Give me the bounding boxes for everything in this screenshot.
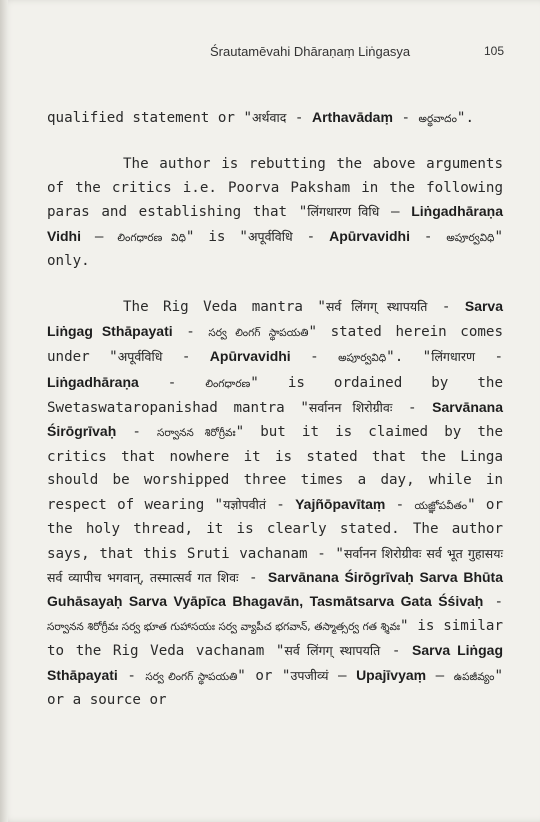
devanagari-term: उपजीव्यं (290, 667, 329, 683)
transliteration: Liṅgadhāraṇa Vidhi (47, 203, 503, 244)
text-run: " is " (185, 228, 248, 245)
telugu-term: అర్థవాదం (418, 113, 457, 125)
running-title: Śrautamēvahi Dhāraṇaṃ Liṅgasya (210, 44, 411, 59)
telugu-term: అపూర్వవిధి (446, 231, 495, 244)
paragraph-1 (47, 106, 503, 131)
telugu-term: లింగధారణ (205, 377, 251, 390)
text-run: - (238, 569, 268, 586)
transliteration: Upajīvyaṃ (356, 666, 427, 683)
text-run: " or " (237, 667, 291, 684)
text-run: ". " (386, 349, 432, 366)
page-number: 105 (484, 44, 505, 58)
text-run: - (162, 349, 210, 366)
text-run: - (483, 594, 504, 611)
text-run: - (475, 349, 504, 366)
text-run: - (265, 496, 296, 513)
text-run: - (172, 323, 209, 340)
text-run: " or the holy thread, it is clearly stated. The author says, that this Sruti vachanam - " (47, 496, 503, 562)
telugu-term: అపూర్వవిధి (338, 352, 387, 365)
text-run: ". (456, 110, 475, 126)
text-run: – (379, 204, 412, 221)
telugu-verse: సర్వానన శిరోగ్రీవః సర్వ భూత గుహాసయః సర్వ వ్యాపీచ భగవాన్, తస్మాత్సర్వ గత శ్శివః (47, 620, 401, 633)
paragraph-2 (47, 153, 503, 273)
text-run: " is similar to the Rig Veda vachanam " (47, 617, 503, 660)
devanagari-term: अपूर्वविधि (247, 228, 293, 244)
text-run: – (80, 228, 118, 245)
telugu-term: లింగధారణ విధి (117, 231, 186, 244)
text-run: - (392, 400, 433, 417)
telugu-term: ఉపజీవ్యం (453, 670, 495, 683)
text-run: - (409, 228, 447, 245)
text-run: - (116, 424, 157, 441)
text-run: - (290, 349, 339, 366)
text-run: The Rig Veda mantra " (123, 299, 326, 316)
transliteration: Sarvānana Śirōgrīvaḥ (47, 399, 503, 440)
transliteration: Apūrvavidhi (329, 227, 410, 244)
text-run: " only. (47, 228, 504, 270)
transliteration: Arthavādaṃ (312, 109, 393, 125)
transliteration: Apūrvavidhi (209, 348, 291, 365)
text-run: - (427, 299, 465, 316)
devanagari-term: सर्वानन शिरोग्रीवः (308, 400, 393, 416)
text-run: The author is rebutting the above arguments of the critics i.e. Poorva Paksham in the following paras and establishing that " (47, 156, 503, 221)
transliteration: Sarva Liṅgag Sthāpayati (47, 298, 504, 339)
text-run: - (292, 228, 330, 245)
page-body (47, 106, 503, 734)
devanagari-term: लिंगधारण (431, 349, 476, 365)
text-run: - (385, 496, 415, 513)
transliteration: Liṅgadhāraṇa (47, 373, 139, 390)
devanagari-term: यज्ञोपवीतं (223, 496, 266, 512)
paragraph-3 (47, 295, 503, 712)
text-run: - (286, 110, 312, 126)
devanagari-term: सर्व लिंगग् स्थापयति (284, 643, 381, 659)
text-run: - (117, 667, 146, 684)
devanagari-verse: सर्वानन शिरोग्रीवः सर्व भूत गुहासयः सर्व व्यापीच भगवान्, तस्मात्सर्व गत शिवः (47, 545, 503, 585)
devanagari-term: सर्व लिंगग् स्थापयति (325, 299, 428, 315)
text-run: " but it is claimed by the critics that nowhere it is stated that the Linga should be worshipped three times a day, while in respect of wearing " (47, 424, 503, 513)
text-run: - (138, 374, 206, 391)
text-run: - (380, 643, 413, 660)
page-binding-edge (0, 0, 8, 822)
transliteration: Sarvānana Śirōgrīvaḥ Sarva Bhūta Guhāsayaḥ Sarva Vyāpīca Bhagavān, Tasmātsarva Gata Śśivaḥ (47, 568, 504, 610)
text-run: " stated herein comes under " (47, 323, 504, 366)
devanagari-term: लिंगधारण विधि (307, 204, 380, 220)
transliteration: Sarva Liṅgag Sthāpayati (47, 642, 503, 683)
text-run: qualified statement or " (47, 110, 252, 126)
telugu-term: యజ్ఞోపవీతం (414, 499, 468, 512)
transliteration: Yajñōpavītaṃ (295, 495, 386, 512)
text-run: " or a source or (47, 667, 504, 708)
text-run: " is ordained by the Swetaswataropanishad mantra " (47, 374, 503, 417)
devanagari-term: अपूर्वविधि (117, 349, 163, 365)
telugu-term: సర్వ లింగగ్ స్థాపయతి (208, 326, 309, 339)
devanagari-term: अर्थवाद (252, 110, 287, 125)
telugu-term: సర్వానన శిరోగ్రీవః (157, 427, 236, 440)
text-run: – (426, 667, 454, 684)
text-run: – (328, 667, 357, 684)
telugu-term: సర్వ లింగగ్ స్థాపయతి (145, 670, 238, 683)
text-run: - (392, 110, 419, 126)
